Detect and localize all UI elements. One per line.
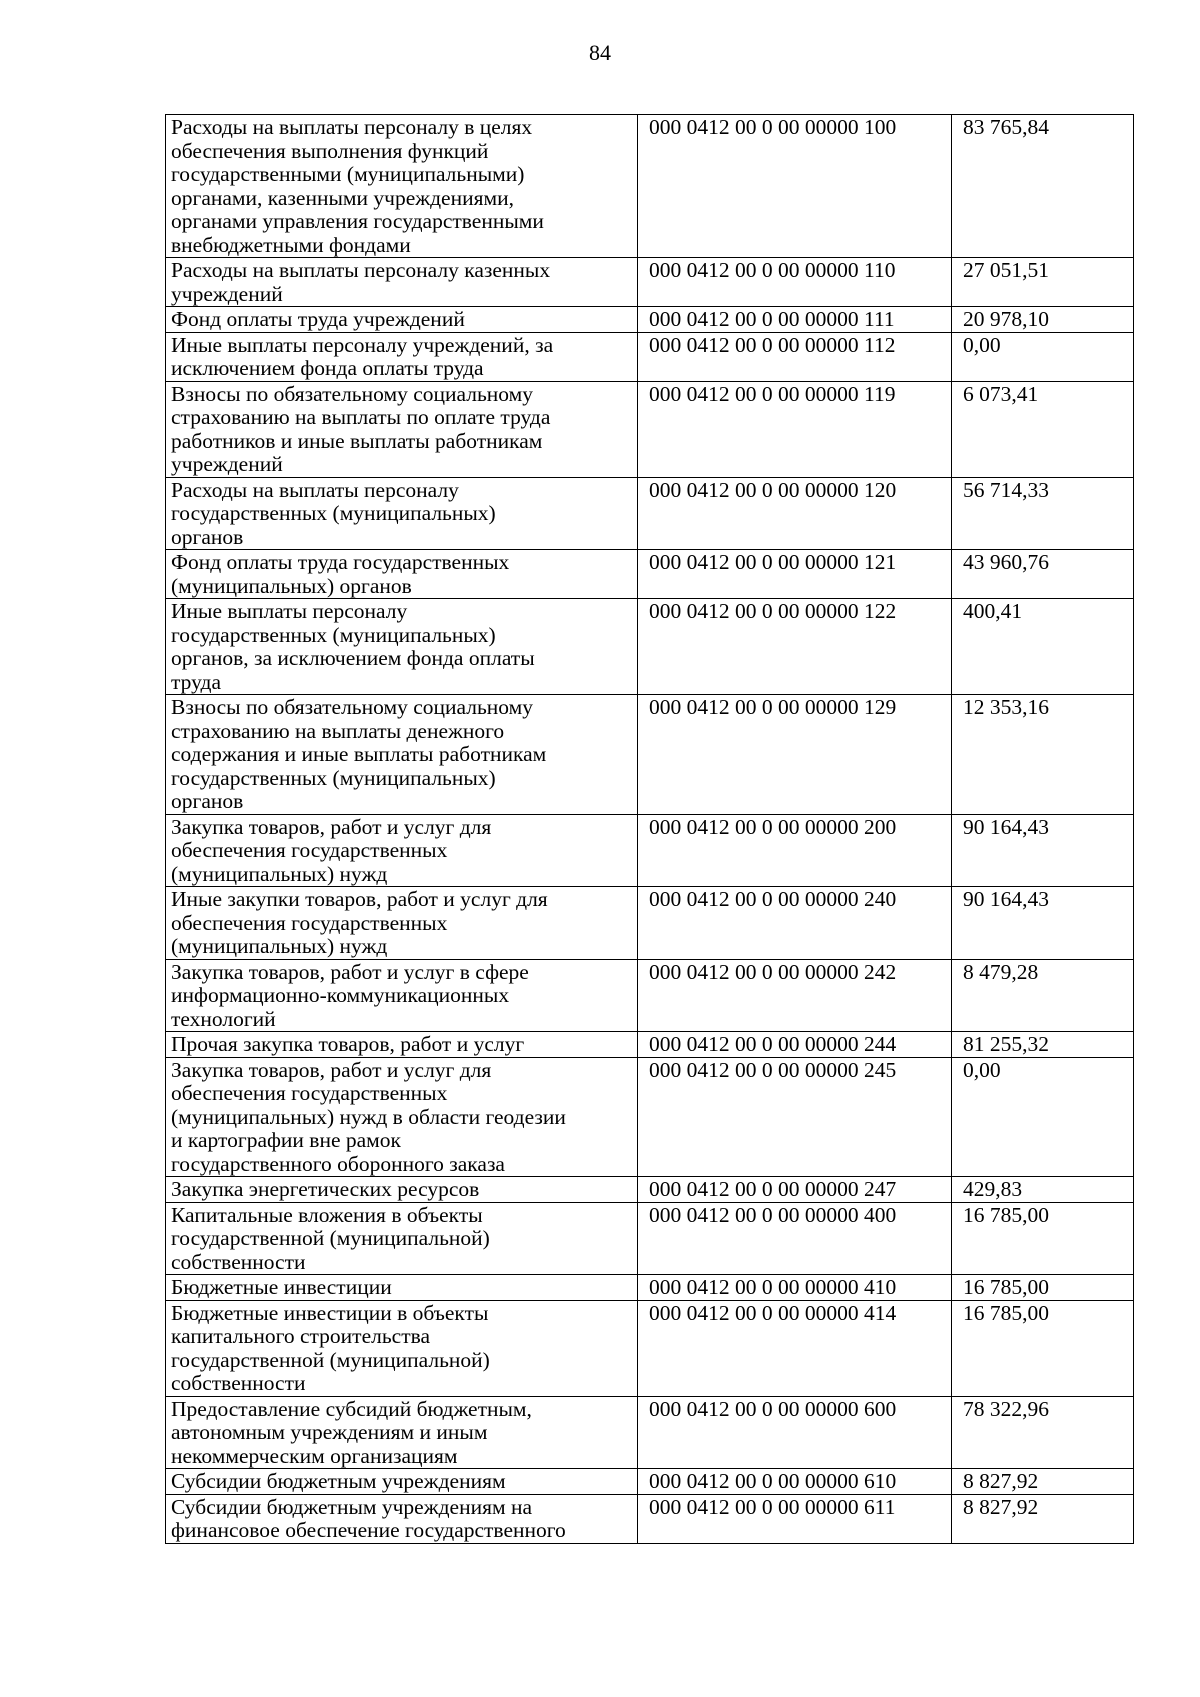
table-row	[166, 887, 1134, 960]
row-name: Прочая закупка товаров, работ и услуг	[166, 1032, 638, 1058]
row-name: Расходы на выплаты персоналу в целях обеспечения выполнения функций государственными (муниципальными) органами, казенными учреждениями, органами управления государственными внебюджетными фондами	[166, 115, 638, 258]
row-name: Расходы на выплаты персоналу казенных учреждений	[166, 258, 638, 307]
table-row	[166, 1202, 1134, 1275]
row-code: 000 0412 00 0 00 00000 110	[638, 258, 952, 307]
row-code: 000 0412 00 0 00 00000 244	[638, 1032, 952, 1058]
table-row	[166, 1275, 1134, 1301]
row-sum: 16 785,00	[952, 1275, 1134, 1301]
table-row	[166, 959, 1134, 1032]
row-sum: 27 051,51	[952, 258, 1134, 307]
table-row	[166, 1300, 1134, 1396]
row-name: Субсидии бюджетным учреждениям	[166, 1469, 638, 1495]
row-code: 000 0412 00 0 00 00000 247	[638, 1177, 952, 1203]
row-sum: 81 255,32	[952, 1032, 1134, 1058]
row-sum: 8 479,28	[952, 959, 1134, 1032]
row-sum: 20 978,10	[952, 307, 1134, 333]
row-sum: 43 960,76	[952, 550, 1134, 599]
table-row	[166, 258, 1134, 307]
row-sum: 0,00	[952, 1057, 1134, 1177]
row-name: Расходы на выплаты персоналу государственных (муниципальных) органов	[166, 477, 638, 550]
row-name: Иные выплаты персоналу государственных (муниципальных) органов, за исключением фонда оплаты труда	[166, 599, 638, 695]
row-sum: 90 164,43	[952, 887, 1134, 960]
row-sum: 8 827,92	[952, 1494, 1134, 1543]
row-name: Иные закупки товаров, работ и услуг для обеспечения государственных (муниципальных) нужд	[166, 887, 638, 960]
row-name: Капитальные вложения в объекты государственной (муниципальной) собственности	[166, 1202, 638, 1275]
row-code: 000 0412 00 0 00 00000 100	[638, 115, 952, 258]
row-code: 000 0412 00 0 00 00000 242	[638, 959, 952, 1032]
row-code: 000 0412 00 0 00 00000 120	[638, 477, 952, 550]
row-code: 000 0412 00 0 00 00000 112	[638, 332, 952, 381]
row-name: Бюджетные инвестиции	[166, 1275, 638, 1301]
table-body	[166, 115, 1134, 1544]
row-code: 000 0412 00 0 00 00000 410	[638, 1275, 952, 1301]
row-code: 000 0412 00 0 00 00000 121	[638, 550, 952, 599]
row-code: 000 0412 00 0 00 00000 119	[638, 381, 952, 477]
row-sum: 429,83	[952, 1177, 1134, 1203]
row-name: Субсидии бюджетным учреждениям на финансовое обеспечение государственного	[166, 1494, 638, 1543]
table-row	[166, 695, 1134, 815]
table-row	[166, 307, 1134, 333]
table-row	[166, 1177, 1134, 1203]
row-code: 000 0412 00 0 00 00000 240	[638, 887, 952, 960]
row-name: Закупка товаров, работ и услуг в сфере информационно-коммуникационных технологий	[166, 959, 638, 1032]
row-sum: 83 765,84	[952, 115, 1134, 258]
row-name: Взносы по обязательному социальному страхованию на выплаты по оплате труда работников и иные выплаты работникам учреждений	[166, 381, 638, 477]
table-row	[166, 1494, 1134, 1543]
row-sum: 12 353,16	[952, 695, 1134, 815]
row-name: Иные выплаты персоналу учреждений, за исключением фонда оплаты труда	[166, 332, 638, 381]
row-sum: 56 714,33	[952, 477, 1134, 550]
row-name: Фонд оплаты труда государственных (муниципальных) органов	[166, 550, 638, 599]
budget-expenditure-table	[165, 114, 1134, 1544]
row-code: 000 0412 00 0 00 00000 129	[638, 695, 952, 815]
row-name: Закупка энергетических ресурсов	[166, 1177, 638, 1203]
row-code: 000 0412 00 0 00 00000 122	[638, 599, 952, 695]
row-name: Закупка товаров, работ и услуг для обеспечения государственных (муниципальных) нужд в области геодезии и картографии вне рамок государственного оборонного заказа	[166, 1057, 638, 1177]
row-sum: 400,41	[952, 599, 1134, 695]
row-sum: 78 322,96	[952, 1396, 1134, 1469]
table-row	[166, 1057, 1134, 1177]
table-row	[166, 550, 1134, 599]
table-row	[166, 381, 1134, 477]
table-row	[166, 599, 1134, 695]
row-sum: 6 073,41	[952, 381, 1134, 477]
row-code: 000 0412 00 0 00 00000 400	[638, 1202, 952, 1275]
table-row	[166, 332, 1134, 381]
row-name: Взносы по обязательному социальному страхованию на выплаты денежного содержания и иные выплаты работникам государственных (муниципальных) органов	[166, 695, 638, 815]
row-code: 000 0412 00 0 00 00000 610	[638, 1469, 952, 1495]
row-sum: 0,00	[952, 332, 1134, 381]
row-code: 000 0412 00 0 00 00000 200	[638, 814, 952, 887]
table-row	[166, 115, 1134, 258]
table-row	[166, 1032, 1134, 1058]
row-code: 000 0412 00 0 00 00000 611	[638, 1494, 952, 1543]
row-code: 000 0412 00 0 00 00000 245	[638, 1057, 952, 1177]
row-name: Бюджетные инвестиции в объекты капитального строительства государственной (муниципальной) собственности	[166, 1300, 638, 1396]
table-row	[166, 1469, 1134, 1495]
row-name: Фонд оплаты труда учреждений	[166, 307, 638, 333]
table-row	[166, 814, 1134, 887]
row-name: Предоставление субсидий бюджетным, автономным учреждениям и иным некоммерческим организациям	[166, 1396, 638, 1469]
row-code: 000 0412 00 0 00 00000 111	[638, 307, 952, 333]
page-number: 84	[589, 40, 611, 65]
row-code: 000 0412 00 0 00 00000 600	[638, 1396, 952, 1469]
row-sum: 16 785,00	[952, 1300, 1134, 1396]
table-row	[166, 1396, 1134, 1469]
table-row	[166, 477, 1134, 550]
row-sum: 8 827,92	[952, 1469, 1134, 1495]
row-sum: 16 785,00	[952, 1202, 1134, 1275]
row-name: Закупка товаров, работ и услуг для обеспечения государственных (муниципальных) нужд	[166, 814, 638, 887]
row-sum: 90 164,43	[952, 814, 1134, 887]
row-code: 000 0412 00 0 00 00000 414	[638, 1300, 952, 1396]
